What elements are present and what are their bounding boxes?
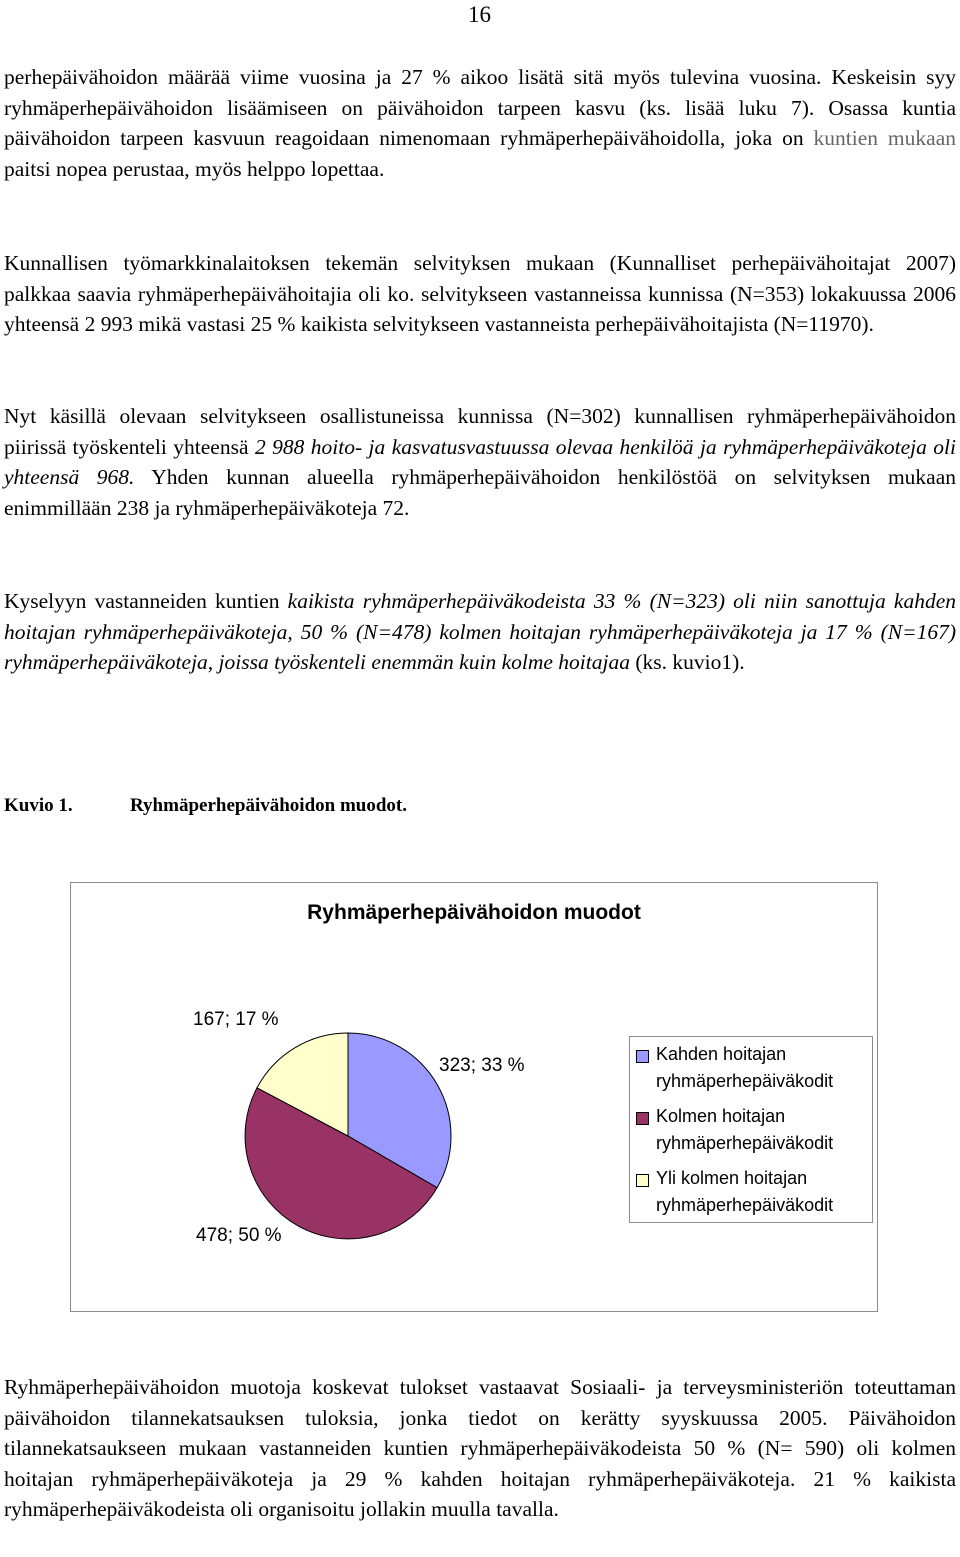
- paragraph-4-text-c: (ks. kuvio1).: [629, 650, 745, 674]
- paragraph-3-text-a: Nyt käsillä olevaan selvitykseen osallistuneissa kunnissa (N=302) kunnallisen ryhmäperhepäivähoidon piirissä työskenteli yhteensä: [4, 404, 956, 459]
- legend-swatch-yli-kolmen: [636, 1174, 649, 1187]
- paragraph-4-text-b: kaikista ryhmäperhepäiväkodeista 33 % (N=323) oli niin sanottuja kahden hoitajan ryhmäperhepäiväkoteja, 50 % (N=478) kolmen hoitajan ryhmäperhepäiväkoteja ja 17 % (N=167) ryhmäperhepäiväkoteja, joissa työskenteli enemmän kuin kolme hoitajaa: [4, 589, 956, 674]
- legend-label-kolmen: Kolmen hoitajan ryhmäperhepäiväkodit: [656, 1106, 834, 1153]
- paragraph-3-text-c: Yhden kunnan alueella ryhmäperhepäivähoidon henkilöstöä on selvityksen mukaan enimmillään 238 ja ryhmäperhepäiväkoteja 72.: [4, 465, 957, 520]
- page-number: 16: [468, 2, 491, 27]
- chart-legend: [629, 1036, 873, 1223]
- paragraph-4-text-a: Kyselyyn vastanneiden kuntien: [4, 589, 288, 613]
- figure-caption: [4, 795, 407, 817]
- paragraph-5: Ryhmäperhepäivähoidon muotoja koskevat tulokset vastaavat Sosiaali- ja terveysministeriön toteuttaman päivähoidon tilannekatsauksen tuloksia, jonka tiedot on kerätty syyskuussa 2005. Päivähoidon tilannekatsaukseen mukaan vastanneiden kuntien ryhmäperhepäiväkodeista 50 % (N= 590) oli kolmen hoitajan ryhmäperhepäiväkoteja ja 29 % kahden hoitajan ryhmäperhepäiväkoteja. 21 % kaikista ryhmäperhepäiväkodeista oli organisoitu jollakin muulla tavalla.: [4, 1375, 956, 1521]
- data-label-yli-kolmen: 167; 17 %: [193, 1009, 279, 1030]
- paragraph-1-text-a: perhepäivähoidon määrää viime vuosina ja 27 % aikoo lisätä sitä myös tulevina vuosina. Keskeisin syy ryhmäperhepäivähoidon lisäämiseen on päivähoidon tarpeen kasvu (ks. lisää luku 7). Osassa kuntia päivähoidon tarpeen kasvuun reagoidaan nimenomaan ryhmäperhepäivähoidolla, joka on: [4, 65, 956, 150]
- data-label-kolmen: 478; 50 %: [196, 1225, 282, 1246]
- legend-label-kahden: Kahden hoitajan ryhmäperhepäiväkodit: [656, 1044, 834, 1091]
- legend-label-yli-kolmen: Yli kolmen hoitajan ryhmäperhepäiväkodit: [656, 1168, 834, 1215]
- data-label-kahden: 323; 33 %: [439, 1055, 525, 1076]
- legend-swatch-kolmen: [636, 1112, 649, 1125]
- legend-swatch-kahden: [636, 1050, 649, 1063]
- figure-label: Kuvio 1.: [4, 795, 73, 816]
- paragraph-1-text-b: kuntien mukaan: [813, 126, 956, 150]
- legend-item-kolmen: [636, 1103, 872, 1165]
- chart-title: Ryhmäperhepäivähoidon muodot: [307, 901, 641, 924]
- pie-chart: [70, 882, 878, 1312]
- paragraph-1-text-c: paitsi nopea perustaa, myös helppo lopettaa.: [4, 156, 385, 181]
- paragraph-2: Kunnallisen työmarkkinalaitoksen tekemän selvityksen mukaan (Kunnalliset perhepäivähoitajat 2007) palkkaa saavia ryhmäperhepäivähoitajia oli ko. selvitykseen vastanneissa kunnissa (N=353) lokakuussa 2006 yhteensä 2 993 mikä vastasi 25 % kaikista selvitykseen vastanneista perhepäivähoitajista (N=11970).: [4, 251, 956, 336]
- figure-title: Ryhmäperhepäivähoidon muodot.: [130, 795, 407, 816]
- paragraph-1: [4, 62, 956, 184]
- paragraph-3-text-b: 2 988 hoito- ja kasvatusvastuussa olevaa henkilöä ja ryhmäperhepäiväkoteja oli yhteensä 968.: [4, 434, 956, 489]
- paragraph-3: [4, 401, 956, 523]
- legend-item-yli-kolmen: [636, 1165, 872, 1227]
- paragraph-4: [4, 586, 956, 678]
- legend-item-kahden: [636, 1041, 872, 1103]
